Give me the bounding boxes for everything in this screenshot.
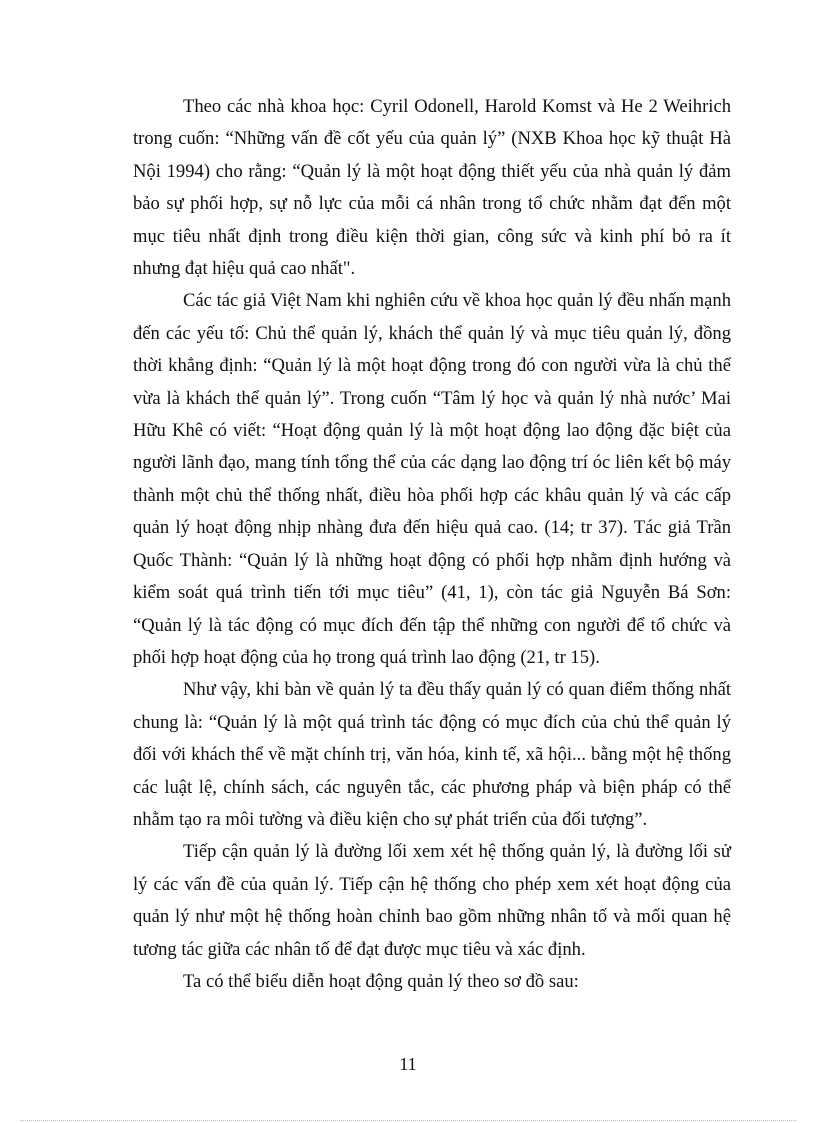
- paragraph-management-common-view: Như vậy, khi bàn về quản lý ta đều thấy quản lý có quan điểm thống nhất chung là: “Quản lý là một quá trình tác động có mục đích của chủ thể quản lý đối với khách thể về mặt chính trị, văn hóa, kinh tế, xã hội... bằng một hệ thống các luật lệ, chính sách, các nguyên tắc, các phương pháp và biện pháp có thể nhằm tạo ra môi tường và điều kiện cho sự phát triển của đối tượng”.: [133, 679, 731, 830]
- paragraph-diagram-intro: Ta có thể biểu diễn hoạt động quản lý theo sơ đồ sau:: [183, 970, 579, 992]
- page-bottom-divider: [20, 1120, 796, 1121]
- page-number: 11: [399, 1054, 417, 1074]
- paragraph-management-definition-western: Theo các nhà khoa học: Cyril Odonell, Harold Komst và He 2 Weihrich trong cuốn: “Những vấn đề cốt yếu của quản lý” (NXB Khoa học kỹ thuật Hà Nội 1994) cho rằng: “Quản lý là một hoạt động thiết yếu của nhà quản lý đảm bảo sự phối hợp, sự nỗ lực của mỗi cá nhân trong tổ chức nhằm đạt đến một mục tiêu nhất định trong điều kiện thời gian, công sức và kinh phí bỏ ra ít nhưng đạt hiệu quả cao nhất".: [133, 96, 731, 280]
- paragraph-systems-approach: Tiếp cận quản lý là đường lối xem xét hệ thống quản lý, là đường lối sử lý các vấn đề của quản lý. Tiếp cận hệ thống cho phép xem xét hoạt động của quản lý như một hệ thống hoàn chỉnh bao gồm những nhân tố và mối quan hệ tương tác giữa các nhân tố để đạt được mục tiêu và xác định.: [133, 841, 731, 960]
- body-text: [133, 91, 731, 998]
- paragraph-management-definition-vietnamese: Các tác giả Việt Nam khi nghiên cứu về khoa học quản lý đều nhấn mạnh đến các yếu tố: Chủ thể quản lý, khách thể quản lý và mục tiêu quản lý, đồng thời khẳng định: “Quản lý là một hoạt động trong đó con người vừa là chủ thể vừa là khách thể quản lý”. Trong cuốn “Tâm lý học và quản lý nhà nước’ Mai Hữu Khê có viết: “Hoạt động quản lý là một hoạt động lao động đặc biệt của người lãnh đạo, mang tính tổng thể của các dạng lao động trí óc liên kết bộ máy thành một chủ thể thống nhất, điều hòa phối hợp các khâu quản lý và các cấp quản lý hoạt động nhịp nhàng đưa đến hiệu quả cao. (14; tr 37). Tác giả Trần Quốc Thành: “Quản lý là những hoạt động có phối hợp nhằm định hướng và kiểm soát quá trình tiến tới mục tiêu” (41, 1), còn tác giả Nguyễn Bá Sơn: “Quản lý là tác động có mục đích đến tập thể những con người để tổ chức và phối hợp hoạt động của họ trong quá trình lao động (21, tr 15).: [133, 290, 731, 668]
